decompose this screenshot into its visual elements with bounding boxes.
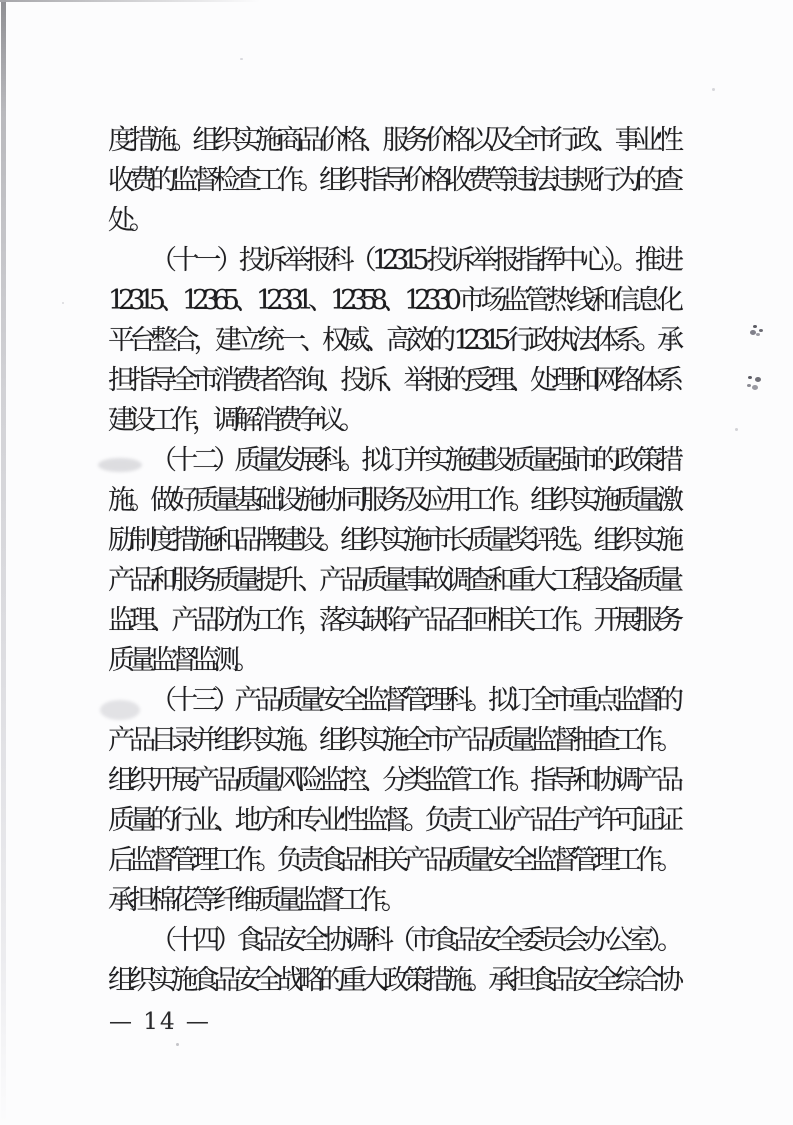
text-line: 平台整合，建立统一、权威、高效的 12315 行政执法体系。承 — [108, 325, 678, 356]
text-line: 担指导全市消费者咨询、投诉、举报的受理、处理和网络体系 — [108, 365, 678, 396]
paragraph — [108, 241, 678, 441]
paragraph — [108, 121, 678, 241]
text-line: 产品目录并组织实施。组织实施全市产品质量监督抽查工作。 — [108, 725, 678, 756]
text-line: （十一）投诉举报科（12315 投诉举报指挥中心）。推进 — [150, 245, 678, 276]
text-line: （十三）产品质量安全监督管理科。拟订全市重点监督的 — [150, 685, 678, 716]
text-line: 质量监督监测。 — [108, 645, 255, 676]
page-edge-shadow-left — [1, 0, 6, 1125]
document-text-block — [108, 121, 678, 1001]
text-line: 产品和服务质量提升、产品质量事故调查和重大工程设备质量 — [108, 565, 678, 596]
paragraph — [108, 681, 678, 921]
ink-smudge — [98, 458, 142, 472]
dust-speck — [240, 58, 243, 60]
text-line: （十四）食品安全协调科（市食品安全委员会办公室）。 — [150, 925, 678, 956]
dust-speck — [176, 1043, 179, 1046]
text-line: 质量的行业、地方和专业性监督。负责工业产品生产许可证证 — [108, 805, 678, 836]
text-line: 监理、产品防伪工作，落实缺陷产品召回相关工作。开展服务 — [108, 605, 678, 636]
text-line: 12315、12365、12331、12358、12330 市场监管热线和信息化 — [108, 285, 679, 316]
text-line: 度措施。组织实施商品价格、服务价格以及全市行政、事业性 — [108, 125, 678, 156]
ink-smudge — [100, 700, 140, 720]
ink-speckle — [748, 376, 752, 379]
text-line: （十二）质量发展科。拟订并实施建设质量强市的政策措 — [150, 445, 678, 476]
text-line: 收费的监督检查工作。组织指导价格收费等违法违规行为的查 — [108, 165, 678, 196]
text-line: 处。 — [108, 205, 150, 236]
paragraph — [108, 441, 678, 681]
text-line: 组织开展产品质量风险监控、分类监管工作。指导和协调产品 — [108, 765, 678, 796]
dust-speck — [735, 428, 738, 431]
dust-speck — [62, 302, 64, 304]
text-line: 励制度措施和品牌建设。组织实施市长质量奖评选。组织实施 — [108, 525, 678, 556]
ink-speckle — [753, 325, 757, 328]
text-line: 组织实施食品安全战略的重大政策措施。承担食品安全综合协 — [108, 965, 678, 996]
text-line: 施。做好质量基础设施协同服务及应用工作。组织实施质量激 — [108, 485, 678, 516]
text-line: 承担棉花等纤维质量监督工作。 — [108, 885, 402, 916]
paragraph — [108, 921, 678, 1001]
page-edge-shadow-top — [0, 0, 260, 2]
text-line: 后监督管理工作。负责食品相关产品质量安全监督管理工作。 — [108, 845, 678, 876]
text-line: 建设工作，调解消费争议。 — [108, 405, 360, 436]
dust-speck — [712, 88, 715, 91]
page-number: — 14 — — [109, 1009, 211, 1035]
